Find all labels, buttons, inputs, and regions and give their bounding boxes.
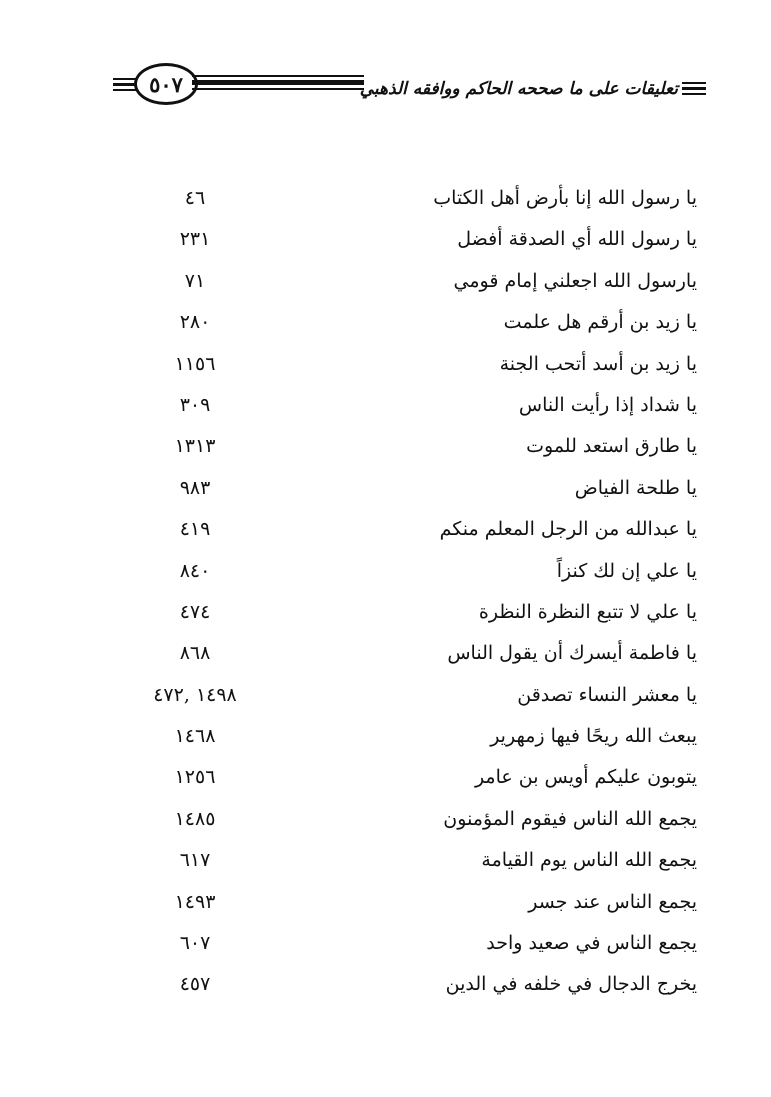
- index-row: [140, 964, 705, 1005]
- index-row: [140, 551, 705, 592]
- index-page-ref: ٤٦: [184, 187, 206, 209]
- index-phrase: يا علي إن لك كنزاً: [556, 559, 697, 582]
- index-phrase: يبعث الله ريحًا فيها زمهرير: [490, 725, 697, 748]
- index-page-ref: ٤١٩: [179, 518, 211, 541]
- index-page-ref: ٦٠٧: [179, 932, 211, 955]
- index-row: [140, 592, 705, 633]
- index-page-ref: ١٤٨٥: [174, 807, 216, 830]
- index-row: [140, 344, 705, 385]
- index-row: [140, 261, 705, 302]
- index-page-ref: ٤٥٧: [179, 973, 211, 996]
- decorative-rule-main: [192, 75, 364, 91]
- index-row: [140, 302, 705, 343]
- index-phrase: يا عبدالله من الرجل المعلم منكم: [439, 518, 697, 541]
- hadith-index-list: [140, 178, 705, 1006]
- index-phrase: يا زيد بن أسد أتحب الجنة: [499, 352, 697, 375]
- index-page-ref: ٤٧٤: [179, 600, 211, 623]
- index-phrase: يجمع الناس عند جسر: [528, 890, 697, 913]
- index-phrase: يتوبون عليكم أويس بن عامر: [474, 766, 697, 789]
- index-page-ref: ٢٣١: [179, 228, 211, 251]
- index-page-ref: ٧١: [184, 269, 206, 292]
- index-phrase: يا علي لا تتبع النظرة النظرة: [478, 600, 697, 623]
- index-row: [140, 426, 705, 467]
- index-page-ref: ٦١٧: [179, 849, 211, 872]
- decorative-rule-right: [682, 82, 706, 96]
- index-phrase: يا فاطمة أيسرك أن يقول الناس: [447, 642, 697, 665]
- index-row: [140, 675, 705, 716]
- page-number: ٥٠٧: [134, 63, 198, 105]
- index-page-ref: ١٤٩٨ ,٤٧٢: [153, 683, 237, 706]
- index-phrase: يا رسول الله أي الصدقة أفضل: [457, 228, 697, 251]
- index-row: [140, 716, 705, 757]
- index-row: [140, 385, 705, 426]
- index-row: [140, 633, 705, 674]
- index-row: [140, 468, 705, 509]
- index-page-ref: ٩٨٣: [179, 476, 211, 499]
- index-phrase: يارسول الله اجعلني إمام قومي: [453, 269, 697, 292]
- index-row: [140, 840, 705, 881]
- index-page-ref: ٢٨٠: [179, 311, 211, 334]
- index-phrase: يا طلحة الفياض: [574, 476, 697, 499]
- index-page-ref: ١٢٥٦: [174, 766, 216, 789]
- running-header-title: تعليقات على ما صححه الحاكم ووافقه الذهبي: [359, 79, 678, 99]
- index-phrase: يخرج الدجال في خلفه في الدين: [445, 973, 697, 996]
- index-page-ref: ٨٦٨: [179, 642, 211, 665]
- index-row: [140, 799, 705, 840]
- index-row: [140, 219, 705, 260]
- index-page-ref: ١٤٩٣: [174, 890, 216, 913]
- index-phrase: يجمع الناس في صعيد واحد: [486, 932, 697, 955]
- index-page-ref: ٨٤٠: [179, 559, 211, 582]
- index-phrase: يا معشر النساء تصدقن: [517, 683, 697, 706]
- index-page-ref: ٣٠٩: [179, 393, 211, 416]
- index-phrase: يجمع الله الناس يوم القيامة: [481, 849, 697, 872]
- index-row: [140, 923, 705, 964]
- index-row: [140, 178, 705, 219]
- page-header: [0, 60, 771, 120]
- index-row: [140, 882, 705, 923]
- index-phrase: يا شداد إذا رأيت الناس: [518, 393, 697, 416]
- index-phrase: يا طارق استعد للموت: [526, 435, 697, 458]
- index-page-ref: ١٤٦٨: [174, 725, 216, 748]
- index-phrase: يا زيد بن أرقم هل علمت: [503, 311, 697, 334]
- index-phrase: يا رسول الله إنا بأرض أهل الكتاب: [433, 187, 697, 209]
- index-phrase: يجمع الله الناس فيقوم المؤمنون: [443, 807, 697, 830]
- index-row: [140, 757, 705, 798]
- index-row: [140, 509, 705, 550]
- index-page-ref: ١١٥٦: [174, 352, 216, 375]
- index-page-ref: ١٣١٣: [174, 435, 216, 458]
